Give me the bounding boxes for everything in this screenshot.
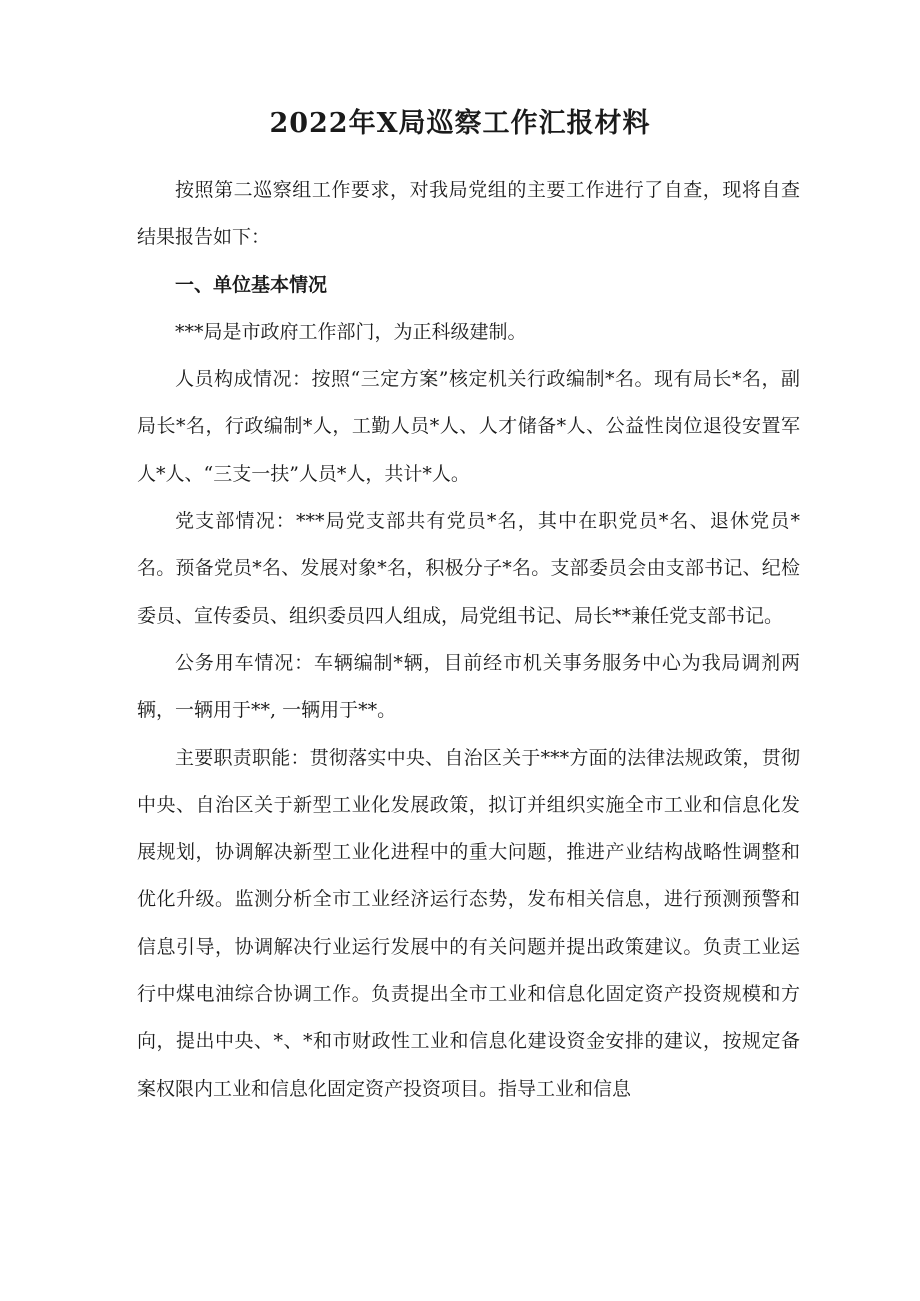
paragraph-duties: 主要职责职能：贯彻落实中央、自治区关于***方面的法律法规政策，贯彻中央、自治区关于新型工业化发展政策，拟订并组织实施全市工业和信息化发展规划，协调解决新型工业化进程中的重大问题，推进产业结构战略性调整和优化升级。监测分析全市工业经济运行态势，发布相关信息，进行预测预警和信息引导，协调解决行业运行发展中的有关问题并提出政策建议。负责工业运行中煤电油综合协调工作。负责提出全市工业和信息化固定资产投资规模和方向，提出中央、*、*和市财政性工业和信息化建设资金安排的建议，按规定备案权限内工业和信息化固定资产投资项目。指导工业和信息 <box>137 746 800 1100</box>
document-body <box>137 167 800 1113</box>
document-title: 2022年X局巡察工作汇报材料 <box>269 108 651 139</box>
paragraph-unit-nature: ***局是市政府工作部门，为正科级建制。 <box>175 320 527 343</box>
paragraph-party-branch: 党支部情况：***局党支部共有党员*名，其中在职党员*名、退休党员*名。预备党员*名、发展对象*名，积极分子*名。支部委员会由支部书记、纪检委员、宣传委员、组织委员四人组成，局党组书记、局长**兼任党支部书记。 <box>137 510 800 627</box>
intro-paragraph: 按照第二巡察组工作要求，对我局党组的主要工作进行了自查，现将自查结果报告如下： <box>137 179 800 249</box>
paragraph-staffing: 人员构成情况：按照“三定方案”核定机关行政编制*名。现有局长*名，副局长*名，行政编制*人，工勤人员*人、人才储备*人、公益性岗位退役安置军人*人、“三支一扶”人员*人，共计*人。 <box>137 368 800 485</box>
section-heading: 一、单位基本情况 <box>175 273 328 296</box>
paragraph-vehicles: 公务用车情况：车辆编制*辆，目前经市机关事务服务中心为我局调剂两辆，一辆用于**, 一辆用于**。 <box>137 651 800 722</box>
